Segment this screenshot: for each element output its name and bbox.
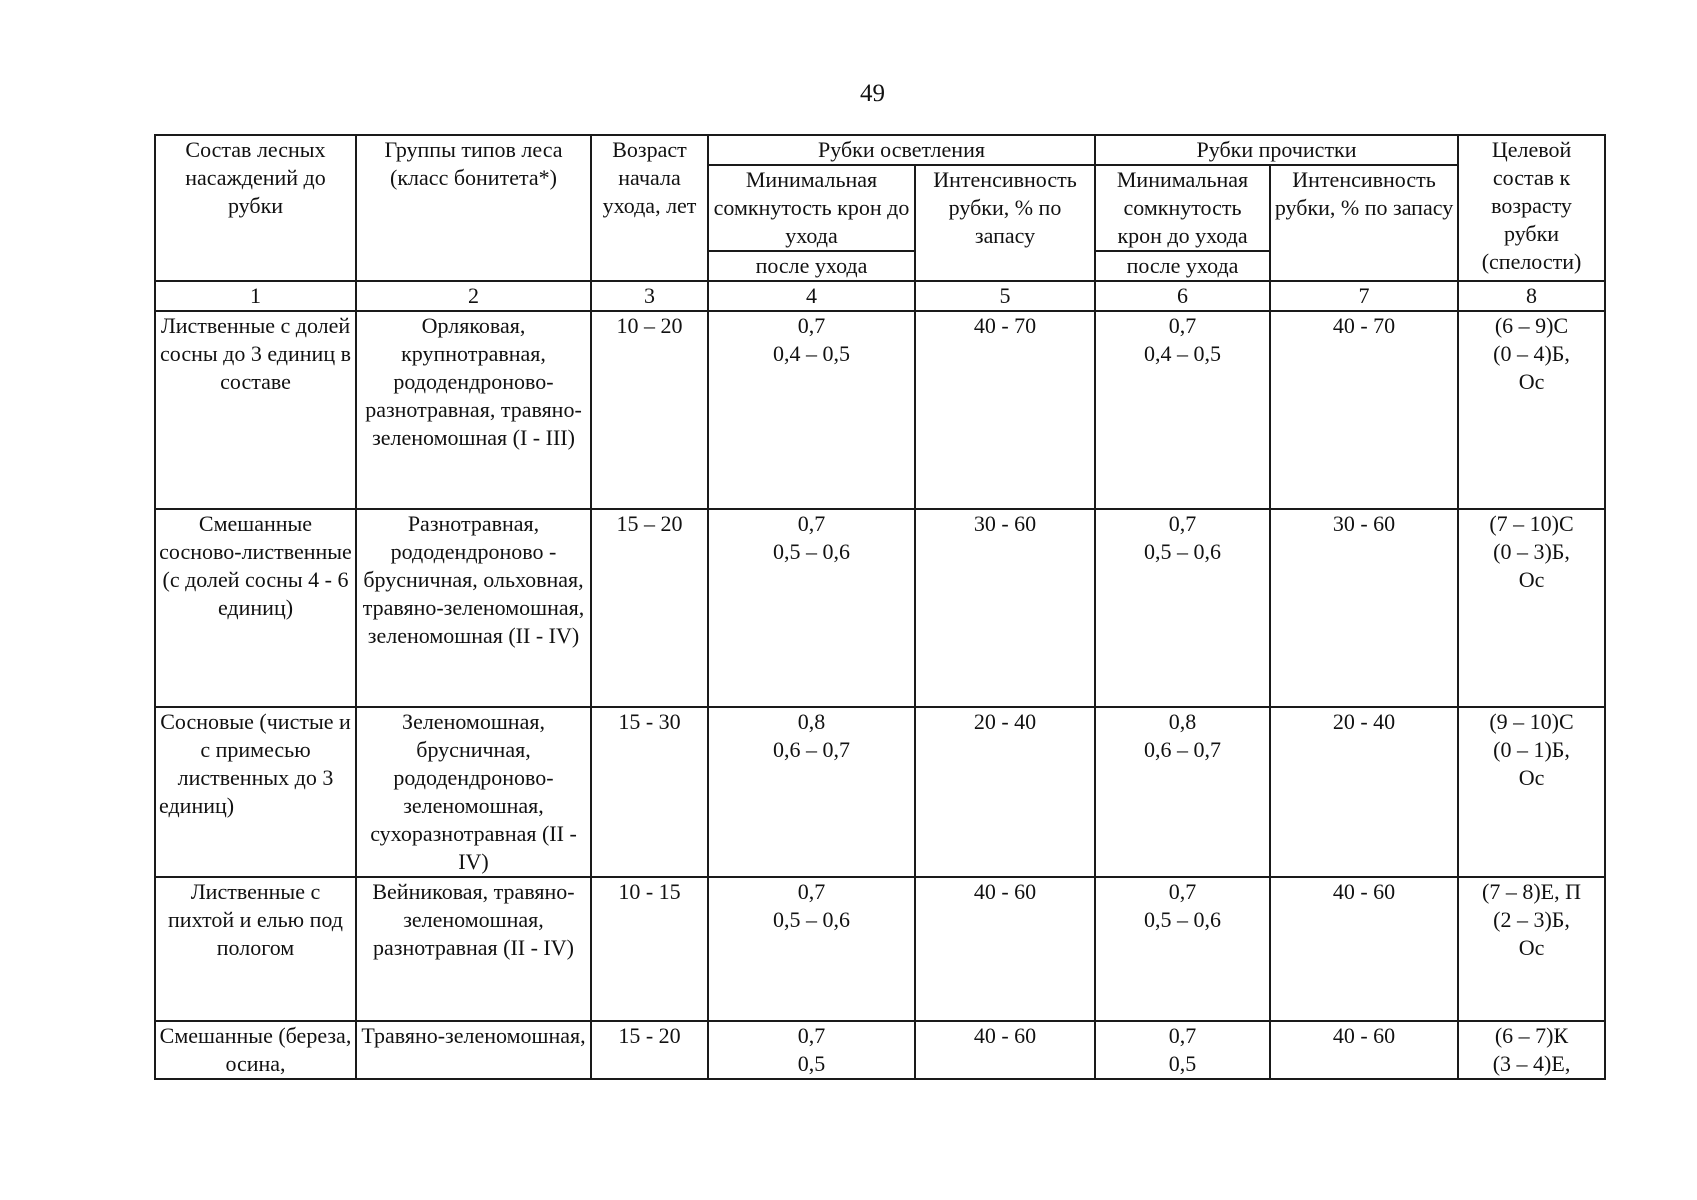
- header-group-osvetlenie: Рубки осветления: [708, 135, 1095, 165]
- prochistka-closure-cell: [1095, 707, 1270, 877]
- closure-before: 0,7: [1168, 1023, 1197, 1048]
- table-row: [155, 509, 1605, 707]
- target-line: (6 – 7)К: [1494, 1023, 1569, 1048]
- closure-before: 0,8: [1168, 709, 1197, 734]
- header-group-prochistka: Рубки прочистки: [1095, 135, 1458, 165]
- target-line: (0 – 3)Б,: [1493, 539, 1570, 564]
- osvetlenie-intensity-cell: 40 - 60: [915, 1021, 1095, 1079]
- header-min-closure-osvetlenie: Минимальная сомкнутость крон до ухода: [708, 165, 915, 251]
- target-line: Ос: [1518, 369, 1545, 394]
- column-number: 8: [1458, 281, 1605, 311]
- prochistka-closure-cell: [1095, 311, 1270, 509]
- column-number: 2: [356, 281, 591, 311]
- page-number: 49: [860, 80, 885, 107]
- column-number: 4: [708, 281, 915, 311]
- forest-types-cell: Орляковая, крупнотравная, рододендроново-разнотравная, травяно-зеленомошная (I - III): [356, 311, 591, 509]
- header-age: Возраст начала ухода, лет: [591, 135, 708, 281]
- table-row: [155, 707, 1605, 877]
- forest-types-cell: Разнотравная, рододендроново - брусничная, ольховная, травяно-зеленомошная, зеленомошная (II - IV): [356, 509, 591, 707]
- closure-after: 0,5 – 0,6: [1144, 907, 1222, 932]
- prochistka-intensity-cell: 40 - 70: [1270, 311, 1458, 509]
- closure-after: 0,5: [1168, 1051, 1197, 1076]
- table-row: [155, 877, 1605, 1021]
- header-forest-types: Группы типов леса (класс бонитета*): [356, 135, 591, 281]
- forest-types-cell: Вейниковая, травяно-зеленомошная, разнотравная (II - IV): [356, 877, 591, 1021]
- column-number: 7: [1270, 281, 1458, 311]
- header-min-closure-prochistka: Минимальная сомкнутость крон до ухода: [1095, 165, 1270, 251]
- closure-after: 0,4 – 0,5: [1144, 341, 1222, 366]
- closure-before: 0,7: [797, 313, 826, 338]
- age-cell: 15 - 20: [591, 1021, 708, 1079]
- target-composition-cell: [1458, 509, 1605, 707]
- age-cell: 15 – 20: [591, 509, 708, 707]
- forest-types-cell: Зеленомошная, брусничная, рододендроново-зеленомошная, сухоразнотравная (II - IV): [356, 707, 591, 877]
- target-line: Ос: [1518, 935, 1545, 960]
- target-composition-cell: [1458, 1021, 1605, 1079]
- prochistka-closure-cell: [1095, 877, 1270, 1021]
- osvetlenie-intensity-cell: 30 - 60: [915, 509, 1095, 707]
- forest-types-cell: Травяно-зеленомошная,: [356, 1021, 591, 1079]
- composition-cell: Смешанные сосново-лиственные (с долей сосны 4 - 6 единиц): [155, 509, 356, 707]
- osvetlenie-closure-cell: [708, 707, 915, 877]
- prochistka-closure-cell: [1095, 1021, 1270, 1079]
- target-line: Ос: [1518, 765, 1545, 790]
- osvetlenie-closure-cell: [708, 509, 915, 707]
- prochistka-intensity-cell: 40 - 60: [1270, 877, 1458, 1021]
- osvetlenie-closure-cell: [708, 311, 915, 509]
- target-composition-cell: [1458, 877, 1605, 1021]
- column-number: 3: [591, 281, 708, 311]
- forest-care-table: [154, 134, 1606, 1080]
- prochistka-closure-cell: [1095, 509, 1270, 707]
- closure-before: 0,7: [1168, 511, 1197, 536]
- closure-after: 0,6 – 0,7: [1144, 737, 1222, 762]
- composition-cell: Лиственные с долей сосны до 3 единиц в составе: [155, 311, 356, 509]
- column-number: 1: [155, 281, 356, 311]
- target-line: (0 – 4)Б,: [1493, 341, 1570, 366]
- closure-after: 0,5 – 0,6: [773, 907, 850, 932]
- osvetlenie-closure-cell: [708, 1021, 915, 1079]
- header-intensity-prochistka: Интенсивность рубки, % по запасу: [1270, 165, 1458, 281]
- target-composition-cell: [1458, 707, 1605, 877]
- target-line: (9 – 10)С: [1489, 709, 1574, 734]
- osvetlenie-intensity-cell: 40 - 70: [915, 311, 1095, 509]
- column-number: 6: [1095, 281, 1270, 311]
- closure-after: 0,5 – 0,6: [773, 539, 850, 564]
- closure-after: 0,5 – 0,6: [1144, 539, 1222, 564]
- target-line: (6 – 9)С: [1494, 313, 1569, 338]
- osvetlenie-closure-cell: [708, 877, 915, 1021]
- composition-cell: Сосновые (чистые и с примесью лиственных до 3 единиц): [155, 707, 356, 877]
- target-line: (2 – 3)Б,: [1493, 907, 1570, 932]
- closure-before: 0,7: [1168, 879, 1197, 904]
- prochistka-intensity-cell: 20 - 40: [1270, 707, 1458, 877]
- prochistka-intensity-cell: 30 - 60: [1270, 509, 1458, 707]
- header-after-prochistka: после ухода: [1095, 251, 1270, 281]
- osvetlenie-intensity-cell: 40 - 60: [915, 877, 1095, 1021]
- table-row: [155, 1021, 1605, 1079]
- header-intensity-osvetlenie: Интенсивность рубки, % по запасу: [915, 165, 1095, 281]
- closure-after: 0,4 – 0,5: [773, 341, 850, 366]
- composition-cell: Смешанные (береза, осина,: [155, 1021, 356, 1079]
- closure-after: 0,5: [797, 1051, 826, 1076]
- age-cell: 10 – 20: [591, 311, 708, 509]
- table-row: [155, 311, 1605, 509]
- target-line: (7 – 10)С: [1489, 511, 1574, 536]
- header-composition: Состав лесных насаждений до рубки: [155, 135, 356, 281]
- age-cell: 10 - 15: [591, 877, 708, 1021]
- closure-after: 0,6 – 0,7: [773, 737, 850, 762]
- column-number: 5: [915, 281, 1095, 311]
- target-line: Ос: [1518, 567, 1545, 592]
- composition-cell: Лиственные с пихтой и елью под пологом: [155, 877, 356, 1021]
- closure-before: 0,7: [797, 1023, 826, 1048]
- header-target-composition: Целевой состав к возрасту рубки (спелости): [1458, 135, 1605, 281]
- age-cell: 15 - 30: [591, 707, 708, 877]
- closure-before: 0,7: [797, 879, 826, 904]
- prochistka-intensity-cell: 40 - 60: [1270, 1021, 1458, 1079]
- osvetlenie-intensity-cell: 20 - 40: [915, 707, 1095, 877]
- target-line: (3 – 4)Е,: [1492, 1051, 1571, 1076]
- header-after-osvetlenie: после ухода: [708, 251, 915, 281]
- target-composition-cell: [1458, 311, 1605, 509]
- target-line: (7 – 8)Е, П: [1482, 879, 1582, 904]
- target-line: (0 – 1)Б,: [1493, 737, 1570, 762]
- closure-before: 0,7: [1168, 313, 1197, 338]
- closure-before: 0,7: [797, 511, 826, 536]
- closure-before: 0,8: [797, 709, 826, 734]
